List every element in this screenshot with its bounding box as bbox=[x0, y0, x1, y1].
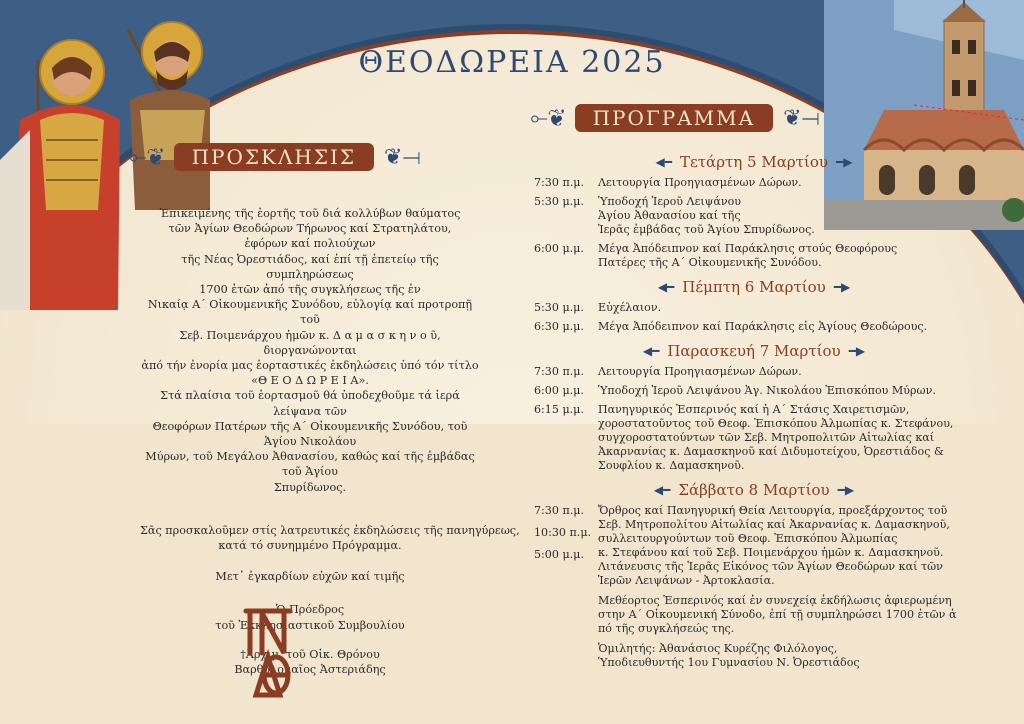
day-header bbox=[534, 150, 974, 174]
event-row bbox=[534, 384, 974, 398]
event-text: Πανηγυρικός Ἑσπερινός καί ἡ Α´ Στάσις Χαιρετισμῶν, bbox=[598, 403, 910, 416]
invitation-text bbox=[140, 192, 520, 677]
signature-priest bbox=[140, 647, 480, 677]
event-speaker bbox=[598, 642, 974, 670]
swirl-icon: ◀━ bbox=[653, 483, 671, 497]
event-row bbox=[534, 195, 974, 237]
event-row bbox=[534, 242, 974, 270]
event-text: στην Α´ Οἰκουμενική Σύνοδο, ἐπί τῇ συμπληρώσει 1700 ἐτῶν ἀ bbox=[598, 608, 957, 621]
text-line: Σπυρίδωνος. bbox=[273, 480, 347, 494]
text-line: Σεβ. Ποιμενάρχου ἡμῶν κ. Δ α μ α σ κ η ν ο ῦ, διοργανώνονται bbox=[179, 328, 441, 357]
text-line: κατά τό συνημμένο Πρόγραμμα. bbox=[218, 539, 402, 553]
text-line: Ὁ Πρόεδρος bbox=[275, 603, 345, 617]
event-text: κ. Στεφάνου καί τοῦ Σεβ. Ποιμενάρχου ἡμῶν κ. Δαμασκηνοῦ. bbox=[598, 546, 944, 559]
signature-president bbox=[140, 602, 480, 632]
event-text: Ἁγίου Ἀθανασίου καί τῆς bbox=[598, 209, 741, 222]
event-text: Λειτουργία Προηγιασμένων Δώρων. bbox=[598, 365, 802, 378]
program-banner bbox=[525, 101, 825, 135]
swirl-icon: ◀━ bbox=[655, 155, 672, 169]
day-header bbox=[534, 478, 974, 502]
swirl-icon: ◀━ bbox=[657, 280, 675, 294]
text-line: Σᾶς προσκαλοῦμεν στίς λατρευτικές ἐκδηλώσεις τῆς πανηγύρεως, bbox=[140, 523, 520, 537]
text-line: ἐφόρων καί πολιούχων bbox=[244, 237, 376, 251]
swirl-icon: ━▶ bbox=[837, 483, 855, 497]
text-line: Βαρθολομαῖος Ἀστεριάδης bbox=[234, 663, 386, 677]
event-row bbox=[534, 403, 974, 473]
ornament-right-icon: ❦⟞ bbox=[783, 105, 820, 131]
greeting: Μετ᾽ ἐγκαρδίων εὐχῶν καί τιμῆς bbox=[215, 570, 405, 584]
ornament-left-icon: ⟜❦ bbox=[530, 105, 565, 131]
event-row bbox=[534, 365, 974, 379]
event-text: Ἀκαρνανίας κ. Δαμασκηνοῦ καί Διδυμοτείχου, Ὀρεστιάδος & bbox=[598, 445, 944, 458]
text-line: Μύρων, τοῦ Μεγάλου Ἀθανασίου, καθώς καί τῆς ἐμβάδας τοῦ Ἁγίου bbox=[145, 450, 475, 479]
text-line: Νικαίᾳ Α´ Οἰκουμενικῆς Συνόδου, εὐλογίᾳ καί προτροπῇ τοῦ bbox=[147, 298, 473, 327]
event-times bbox=[534, 504, 598, 670]
text-line: «Θ Ε Ο Δ Ω Ρ Ε Ι Α». bbox=[251, 374, 369, 388]
event-text: Ὑποδοχή Ἱεροῦ Λειψάνου bbox=[598, 195, 742, 208]
page-title: ΘΕΟΔΩΡΕΙΑ 2025 bbox=[358, 45, 666, 80]
event-afterfeast bbox=[598, 594, 974, 636]
event-row bbox=[534, 504, 974, 670]
event-text: Σουφλίου κ. Δαμασκηνοῦ. bbox=[598, 459, 745, 472]
event-text: Λιτάνευσις τῆς Ἱερᾶς Εἰκόνος τῶν Ἁγίων Θεοδώρων καί τῶν bbox=[598, 560, 943, 573]
event-text: Ὑποδοχή Ἱεροῦ Λειψάνου Ἁγ. Νικολάου Ἐπισκόπου Μύρων. bbox=[598, 384, 936, 397]
event-time: 6:30 μ.μ. bbox=[534, 320, 584, 333]
event-text: πό τῆς συγκλήσεώς της. bbox=[598, 622, 735, 635]
event-text: συλλειτουργούντων τοῦ Θεοφ. Ἐπισκόπου Ἀλμωπίας bbox=[598, 532, 898, 545]
day-label: Παρασκευή 7 Μαρτίου bbox=[667, 342, 841, 360]
event-time: 6:00 μ.μ. bbox=[534, 384, 584, 397]
event-time: 5:30 μ.μ. bbox=[534, 195, 584, 208]
event-text: Εὐχέλαιον. bbox=[598, 301, 662, 314]
event-text: Λειτουργία Προηγιασμένων Δώρων. bbox=[598, 176, 802, 189]
event-time: 7:30 π.μ. bbox=[534, 176, 584, 189]
event-time: 5:00 μ.μ. bbox=[534, 548, 584, 561]
event-text: Ὄρθρος καί Πανηγυρική Θεία Λειτουργία, προεξάρχοντος τοῦ bbox=[598, 504, 948, 517]
invitation-heading: ΠΡΟΣΚΛΗΣΙΣ bbox=[174, 143, 374, 171]
invitation-banner bbox=[125, 140, 425, 174]
event-row bbox=[534, 301, 974, 315]
day-label: Σάββατο 8 Μαρτίου bbox=[678, 481, 830, 499]
event-text: Μέγα Ἀπόδειπνον καί Παράκλησις εἰς Ἁγίους Θεοδώρους. bbox=[598, 320, 928, 333]
event-text: Πατέρες τῆς Α´ Οἰκουμενικῆς Συνόδου. bbox=[598, 256, 822, 269]
event-text: Μέγα Ἀπόδειπνον καί Παράκλησις στούς Θεοφόρους bbox=[598, 242, 898, 255]
monogram-icon bbox=[238, 605, 308, 700]
day-label: Τετάρτη 5 Μαρτίου bbox=[679, 153, 829, 171]
text-line: 1700 ἐτῶν ἀπό τῆς συγκλήσεως τῆς ἐν bbox=[199, 283, 421, 297]
ornament-left-icon: ⟜❦ bbox=[129, 144, 164, 170]
event-text: Ὁμιλητής: Ἀθανάσιος Κυρέζης Φιλόλογος, bbox=[598, 642, 838, 655]
text-line: τοῦ Ἐκκλησιαστικοῦ Συμβουλίου bbox=[215, 618, 405, 632]
event-time: 5:30 μ.μ. bbox=[534, 301, 584, 314]
program-heading: ΠΡΟΓΡΑΜΜΑ bbox=[575, 104, 773, 132]
swirl-icon: ━▶ bbox=[833, 280, 851, 294]
event-text: Μεθέορτος Ἑσπερινός καί ἐν συνεχείᾳ ἐκδήλωσις ἀφιερωμένη bbox=[598, 594, 952, 607]
event-time: 6:00 μ.μ. bbox=[534, 242, 584, 255]
event-text: Σεβ. Μητροπολίτου Αἰτωλίας καί Ἀκαρνανίας κ. Δαμασκηνοῦ, bbox=[598, 518, 950, 531]
event-text: Ἱερῶν Λειψάνων - Ἀρτοκλασία. bbox=[598, 574, 775, 587]
text-line: τῶν Ἁγίων Θεοδώρων Τήρωνος καί Στρατηλάτου, bbox=[168, 222, 452, 236]
text-line: τῆς Νέας Ὀρεστιάδος, καί ἐπί τῇ ἐπετείῳ τῆς συμπληρώσεως bbox=[181, 252, 439, 281]
event-text: Ὑποδιευθυντής 1ου Γυμνασίου Ν. Ὀρεστιάδος bbox=[598, 656, 860, 669]
event-time: 7:30 π.μ. bbox=[534, 365, 584, 378]
swirl-icon: ◀━ bbox=[642, 344, 660, 358]
swirl-icon: ━▶ bbox=[848, 344, 866, 358]
event-text: χοροστατοῦντος τοῦ Θεοφ. Ἐπισκόπου Ἀλμωπίας κ. Στεφάνου, bbox=[598, 417, 954, 430]
day-label: Πέμπτη 6 Μαρτίου bbox=[682, 278, 826, 296]
text-line: †Ἀρχιμ. τοῦ Οἰκ. Θρόνου bbox=[240, 647, 380, 661]
text-line: Ἐπικειμένης τῆς ἑορτῆς τοῦ διά κολλύβων θαύματος bbox=[159, 207, 461, 220]
invitation-paragraph-2 bbox=[140, 523, 520, 553]
program-list bbox=[534, 150, 974, 675]
swirl-icon: ━▶ bbox=[836, 155, 853, 169]
text-line: ἀπό τήν ἐνορία μας ἑορταστικές ἐκδηλώσεις ὑπό τόν τίτλο bbox=[141, 359, 479, 373]
event-text: συγχοροστατούντων τῶν Σεβ. Μητροπολιτῶν Αἰτωλίας καί bbox=[598, 431, 935, 444]
event-row bbox=[534, 320, 974, 334]
day-header bbox=[534, 339, 974, 363]
event-row bbox=[534, 176, 974, 190]
event-time: 10:30 π.μ. bbox=[534, 526, 592, 539]
day-header bbox=[534, 275, 974, 299]
text-line: Θεοφόρων Πατέρων τῆς Α´ Οἰκουμενικῆς Συνόδου, τοῦ Ἁγίου Νικολάου bbox=[152, 419, 468, 449]
text-line: Στά πλαίσια τοῦ ἑορτασμοῦ θά ὑποδεχθοῦμε τά ἱερά λείψανα τῶν bbox=[160, 389, 460, 418]
event-time: 6:15 μ.μ. bbox=[534, 403, 584, 416]
event-text: Ἱερᾶς ἐμβάδας τοῦ Ἁγίου Σπυρίδωνος. bbox=[598, 223, 815, 236]
event-time: 7:30 π.μ. bbox=[534, 504, 584, 517]
ornament-right-icon: ❦⟞ bbox=[384, 144, 421, 170]
